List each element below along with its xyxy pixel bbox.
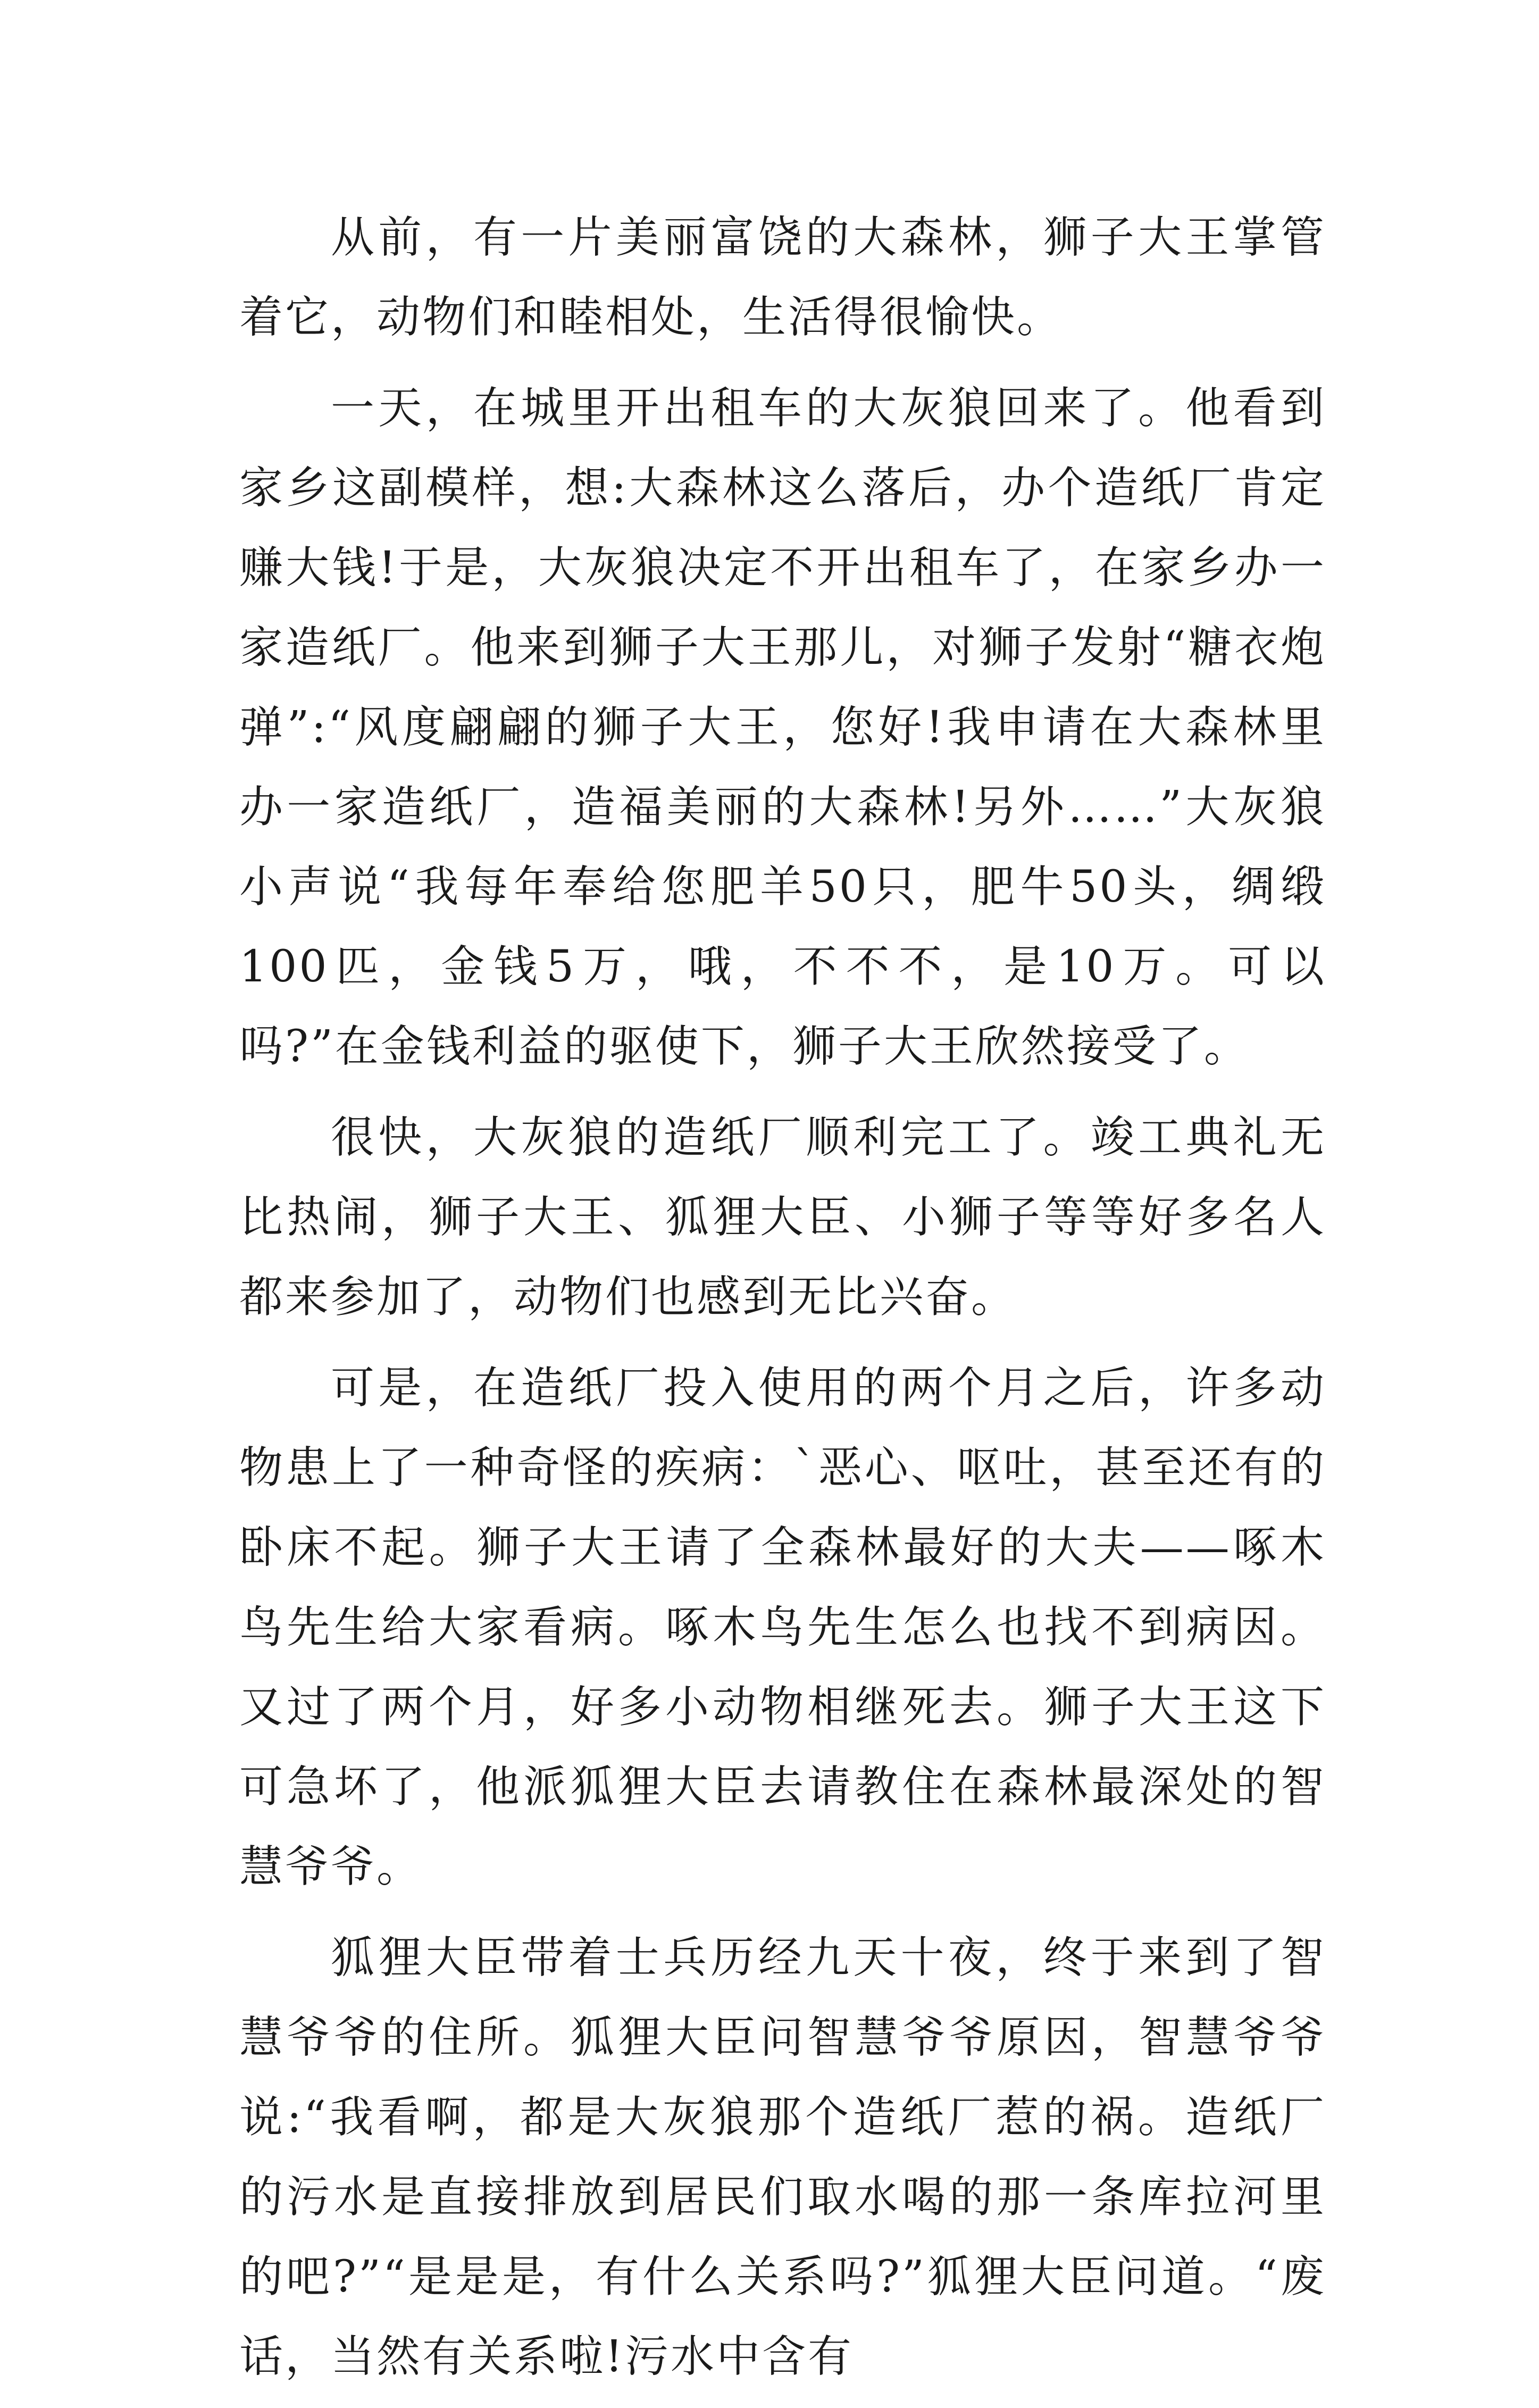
paragraph-1: 从前，有一片美丽富饶的大森林，狮子大王掌管着它，动物们和睦相处，生活得很愉快。 [239,212,1326,343]
paragraph-3: 很快，大灰狼的造纸厂顺利完工了。竣工典礼无比热闹，狮子大王、狐狸大臣、小狮子等等好多名人都来参加了，动物们也感到无比兴奋。 [239,1112,1326,1322]
paragraph-2: 一天，在城里开出租车的大灰狼回来了。他看到家乡这副模样，想:大森林这么落后，办个造纸厂肯定赚大钱!于是，大灰狼决定不开出租车了，在家乡办一家造纸厂。他来到狮子大王那儿，对狮子发射“糖衣炮弹”:“风度翩翩的狮子大王，您好!我申请在大森林里办一家造纸厂，造福美丽的大森林!另外……”大灰狼小声说“我每年奉给您肥羊50只，肥牛50头，绸缎100匹，金钱5万，哦，不不不，是10万。可以吗?”在金钱利益的驱使下，狮子大王欣然接受了。 [239,383,1326,1072]
paragraph-5: 狐狸大臣带着士兵历经九天十夜，终于来到了智慧爷爷的住所。狐狸大臣问智慧爷爷原因，智慧爷爷说:“我看啊，都是大灰狼那个造纸厂惹的祸。造纸厂的污水是直接排放到居民们取水喝的那一条库拉河里的吧?”“是是是，有什么关系吗?”狐狸大臣问道。“废话，当然有关系啦!污水中含有 [239,1932,1326,2382]
story-body [239,198,1326,2408]
paragraph-4: 可是，在造纸厂投入使用的两个月之后，许多动物患上了一种奇怪的疾病：`恶心、呕吐，甚至还有的卧床不起。狮子大王请了全森林最好的大夫——啄木鸟先生给大家看病。啄木鸟先生怎么也找不到病因。又过了两个月，好多小动物相继死去。狮子大王这下可急坏了，他派狐狸大臣去请教住在森林最深处的智慧爷爷。 [239,1363,1326,1892]
